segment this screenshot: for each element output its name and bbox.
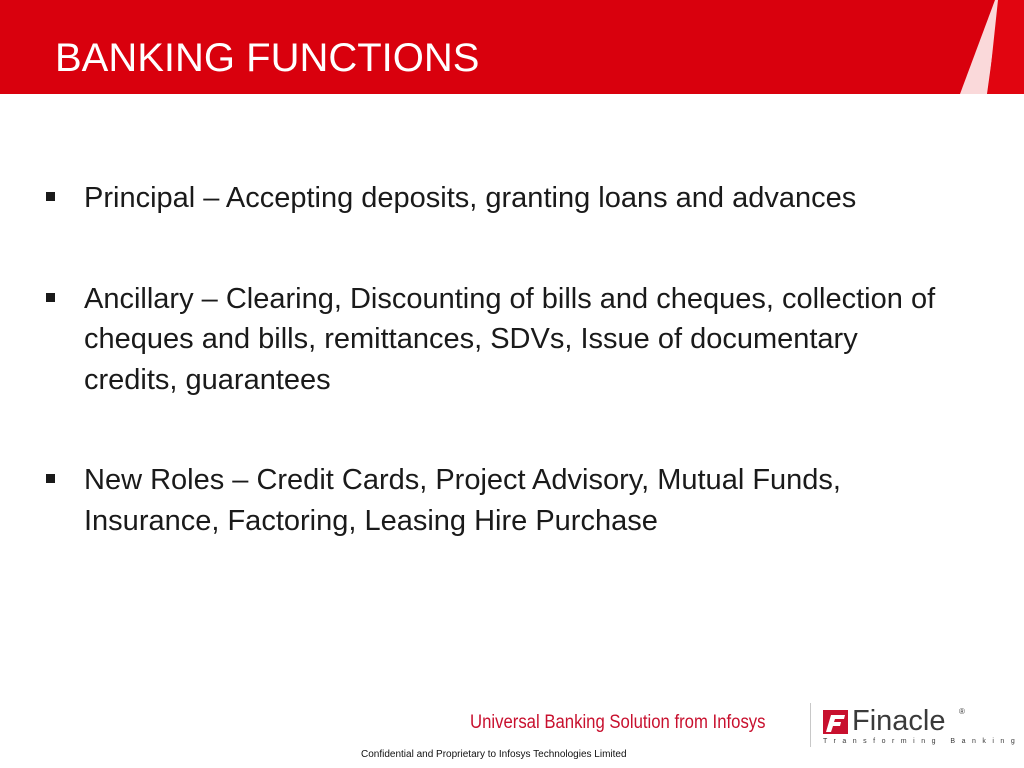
finacle-logo: [820, 704, 1022, 750]
footer-tagline: Universal Banking Solution from Infosys: [470, 712, 766, 733]
bullet-text: New Roles – Credit Cards, Project Advisory, Mutual Funds, Insurance, Factoring, Leasing Hire Purchase: [84, 464, 841, 537]
bullet-text: Principal – Accepting deposits, granting loans and advances: [84, 182, 857, 214]
bullet-item: [46, 460, 946, 541]
finacle-wordmark: Finacle: [852, 705, 946, 737]
square-bullet-icon: [46, 474, 55, 483]
footer-divider: [810, 703, 811, 747]
registered-mark: ®: [959, 707, 965, 716]
bullet-item: [46, 279, 946, 401]
finacle-tagline: Transforming Banking: [823, 738, 1022, 745]
title-bar: [0, 0, 1024, 94]
slide-title: BANKING FUNCTIONS: [55, 36, 480, 80]
bullet-list: [46, 178, 946, 601]
square-bullet-icon: [46, 293, 55, 302]
confidential-notice: Confidential and Proprietary to Infosys Technologies Limited: [361, 749, 627, 760]
bullet-text: Ancillary – Clearing, Discounting of bills and cheques, collection of cheques and bills, remittances, SDVs, Issue of documentary credits, guarantees: [84, 282, 936, 396]
finacle-logo-mark-icon: [823, 708, 849, 734]
bullet-item: [46, 178, 946, 219]
square-bullet-icon: [46, 192, 55, 201]
